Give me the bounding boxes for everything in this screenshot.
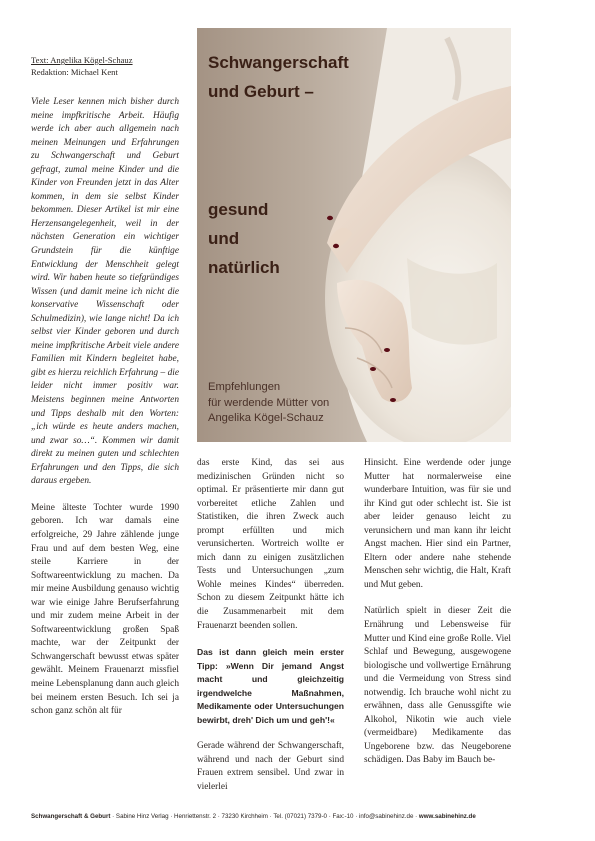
footer-website: www.sabinehinz.de xyxy=(418,813,476,820)
author-credit: Text: Angelika Kögel-Schauz xyxy=(31,55,133,65)
hero-title-line: gesund xyxy=(208,200,269,219)
hero-title-line: Schwangerschaft xyxy=(208,53,349,72)
hero-image xyxy=(197,28,511,442)
byline xyxy=(31,54,181,78)
footer-publication: Schwangerschaft & Geburt xyxy=(31,813,111,820)
hero-title-line: und xyxy=(208,229,240,248)
hero-subtitle-line: Empfehlungen xyxy=(208,381,281,393)
editor-credit: Redaktion: Michael Kent xyxy=(31,67,118,77)
article-paragraph: Natürlich spielt in dieser Zeit die Ernährung und Lebensweise für Mutter und Kind eine große Rolle. Viel Schlaf und Bewegung, ausgewogene biologische und vollwertige Ernährung und die Vermeidung von Stress sind notwendig. Ich brauche wohl nicht zu erwähnen, dass alle Genussgifte wie Alkohol, Nikotin wie auch viele (vermeidbare) Medikamente das Ungeborene bzw. das Neugeborene schädigen. Das Baby im Bauch be- xyxy=(364,606,511,766)
hero-title-secondary xyxy=(208,195,280,282)
hero-subtitle xyxy=(208,380,329,427)
article-paragraph: das erste Kind, das sei aus medizinischen Gründen nicht so optimal. Er präsentierte mir dann gut vorbereitet etliche Zahlen und Statistiken, die ihren Zweck auch prompt erfüllten und mich verunsicherten. Wortreich wollte er mich dann zu einigen zusätzlichen Tests und Untersuchungen „zum Wohle meines Kindes“ überreden. Schon zu diesem Zeitpunkt hätte ich die Zusammenarbeit mit dem Frauenarzt beenden sollen. xyxy=(197,458,344,631)
article-column-2 xyxy=(197,457,344,794)
hero-subtitle-line: für werdende Mütter von xyxy=(208,396,330,409)
article-paragraph: Meine älteste Tochter wurde 1990 geboren. Ich war damals eine erfolgreiche, 29 Jahre zählende junge Frau und auf dem besten Weg, eine steile Karriere in der Softwareentwicklung zu machen. Da mir meine Ausbildung genauso wichtig war wie einige Jahre Berufserfahrung und mir zudem meine Arbeit in der Softwareentwicklung großen Spaß machte, war der Zeitpunkt der Schwangerschaft bewusst etwas später gewählt. Meinem Frauenarzt missfiel meine Lebensplanung dann auch gleich bei meinem ersten Besuch. Ich sei ja schon ganz schön alt für xyxy=(31,502,179,717)
hero-title xyxy=(208,48,349,106)
footer-details: · Sabine Hinz Verlag · Henriettenstr. 2 · 73230 Kirchheim · Tel. (07021) 7379-0 · Fax:-10 · info@sabinehinz.de · xyxy=(110,813,419,820)
hero-subtitle-line: Angelika Kögel-Schauz xyxy=(208,412,324,425)
hero-title-line: und Geburt – xyxy=(208,82,314,101)
page-footer xyxy=(31,812,511,821)
hero-title-line: natürlich xyxy=(208,258,280,277)
article-column-1 xyxy=(31,96,179,719)
article-paragraph: Gerade während der Schwangerschaft, während und nach der Geburt sind Frauen extrem sensibel. Und zwar in vielerlei xyxy=(197,741,344,792)
article-column-3 xyxy=(364,457,511,768)
article-intro: Viele Leser kennen mich bisher durch meine impfkritische Arbeit. Häufig werde ich aber auch allgemein nach meinen Meinungen und Erfahrungen zu Schwangerschaft und Geburt gefragt, zumal meine Kinder und die Kinder von Freunden jetzt in das Alter kommen, in dem sie selbst Kinder bekommen. Dieser Artikel ist mir eine Herzensangelegenheit, weil in der nächsten Generation ein wichtiger Grundstein für die künftige Entwicklung der Menschheit gelegt wird. Wir haben heute so tiefgründiges Wissen (und damit meine ich nicht die konservative Wissenschaft oder Schulmedizin), wie lange nicht! Da ich selbst vier Kinder geboren und durch meine impfkritische Arbeit viele andere Familien mit Kindern begleitet habe, gibt es hierzu reichlich Erfahrung – die leider nicht immer positiv war. Meistens beginnen meine Antworten und Tipps deshalb mit den Worten: „ich würde es heute anders machen, und zwar so…“. Kommen wir damit direkt zu meinen guten und schlechten Erfahrungen und den Tipps, die sich daraus ergeben. xyxy=(31,97,179,487)
article-paragraph: Hinsicht. Eine werdende oder junge Mutter hat normalerweise eine wunderbare Intuition, was für sie und ihr Kind gut oder schlecht ist. Sie ist aber leider genauso leicht zu verunsichern und man kann ihr leicht Angst machen. Hier sind ein Partner, Eltern oder andere nahe stehende Menschen sehr wichtig, die Halt, Kraft und Mut geben. xyxy=(364,458,511,590)
article-tip: Das ist dann gleich mein erster Tipp: »Wenn Dir jemand Angst macht und gleichzeitig irgendwelche Maßnahmen, Medikamente oder Untersuchungen bewirbt, dreh' Dich um und geh'!« xyxy=(197,647,344,725)
